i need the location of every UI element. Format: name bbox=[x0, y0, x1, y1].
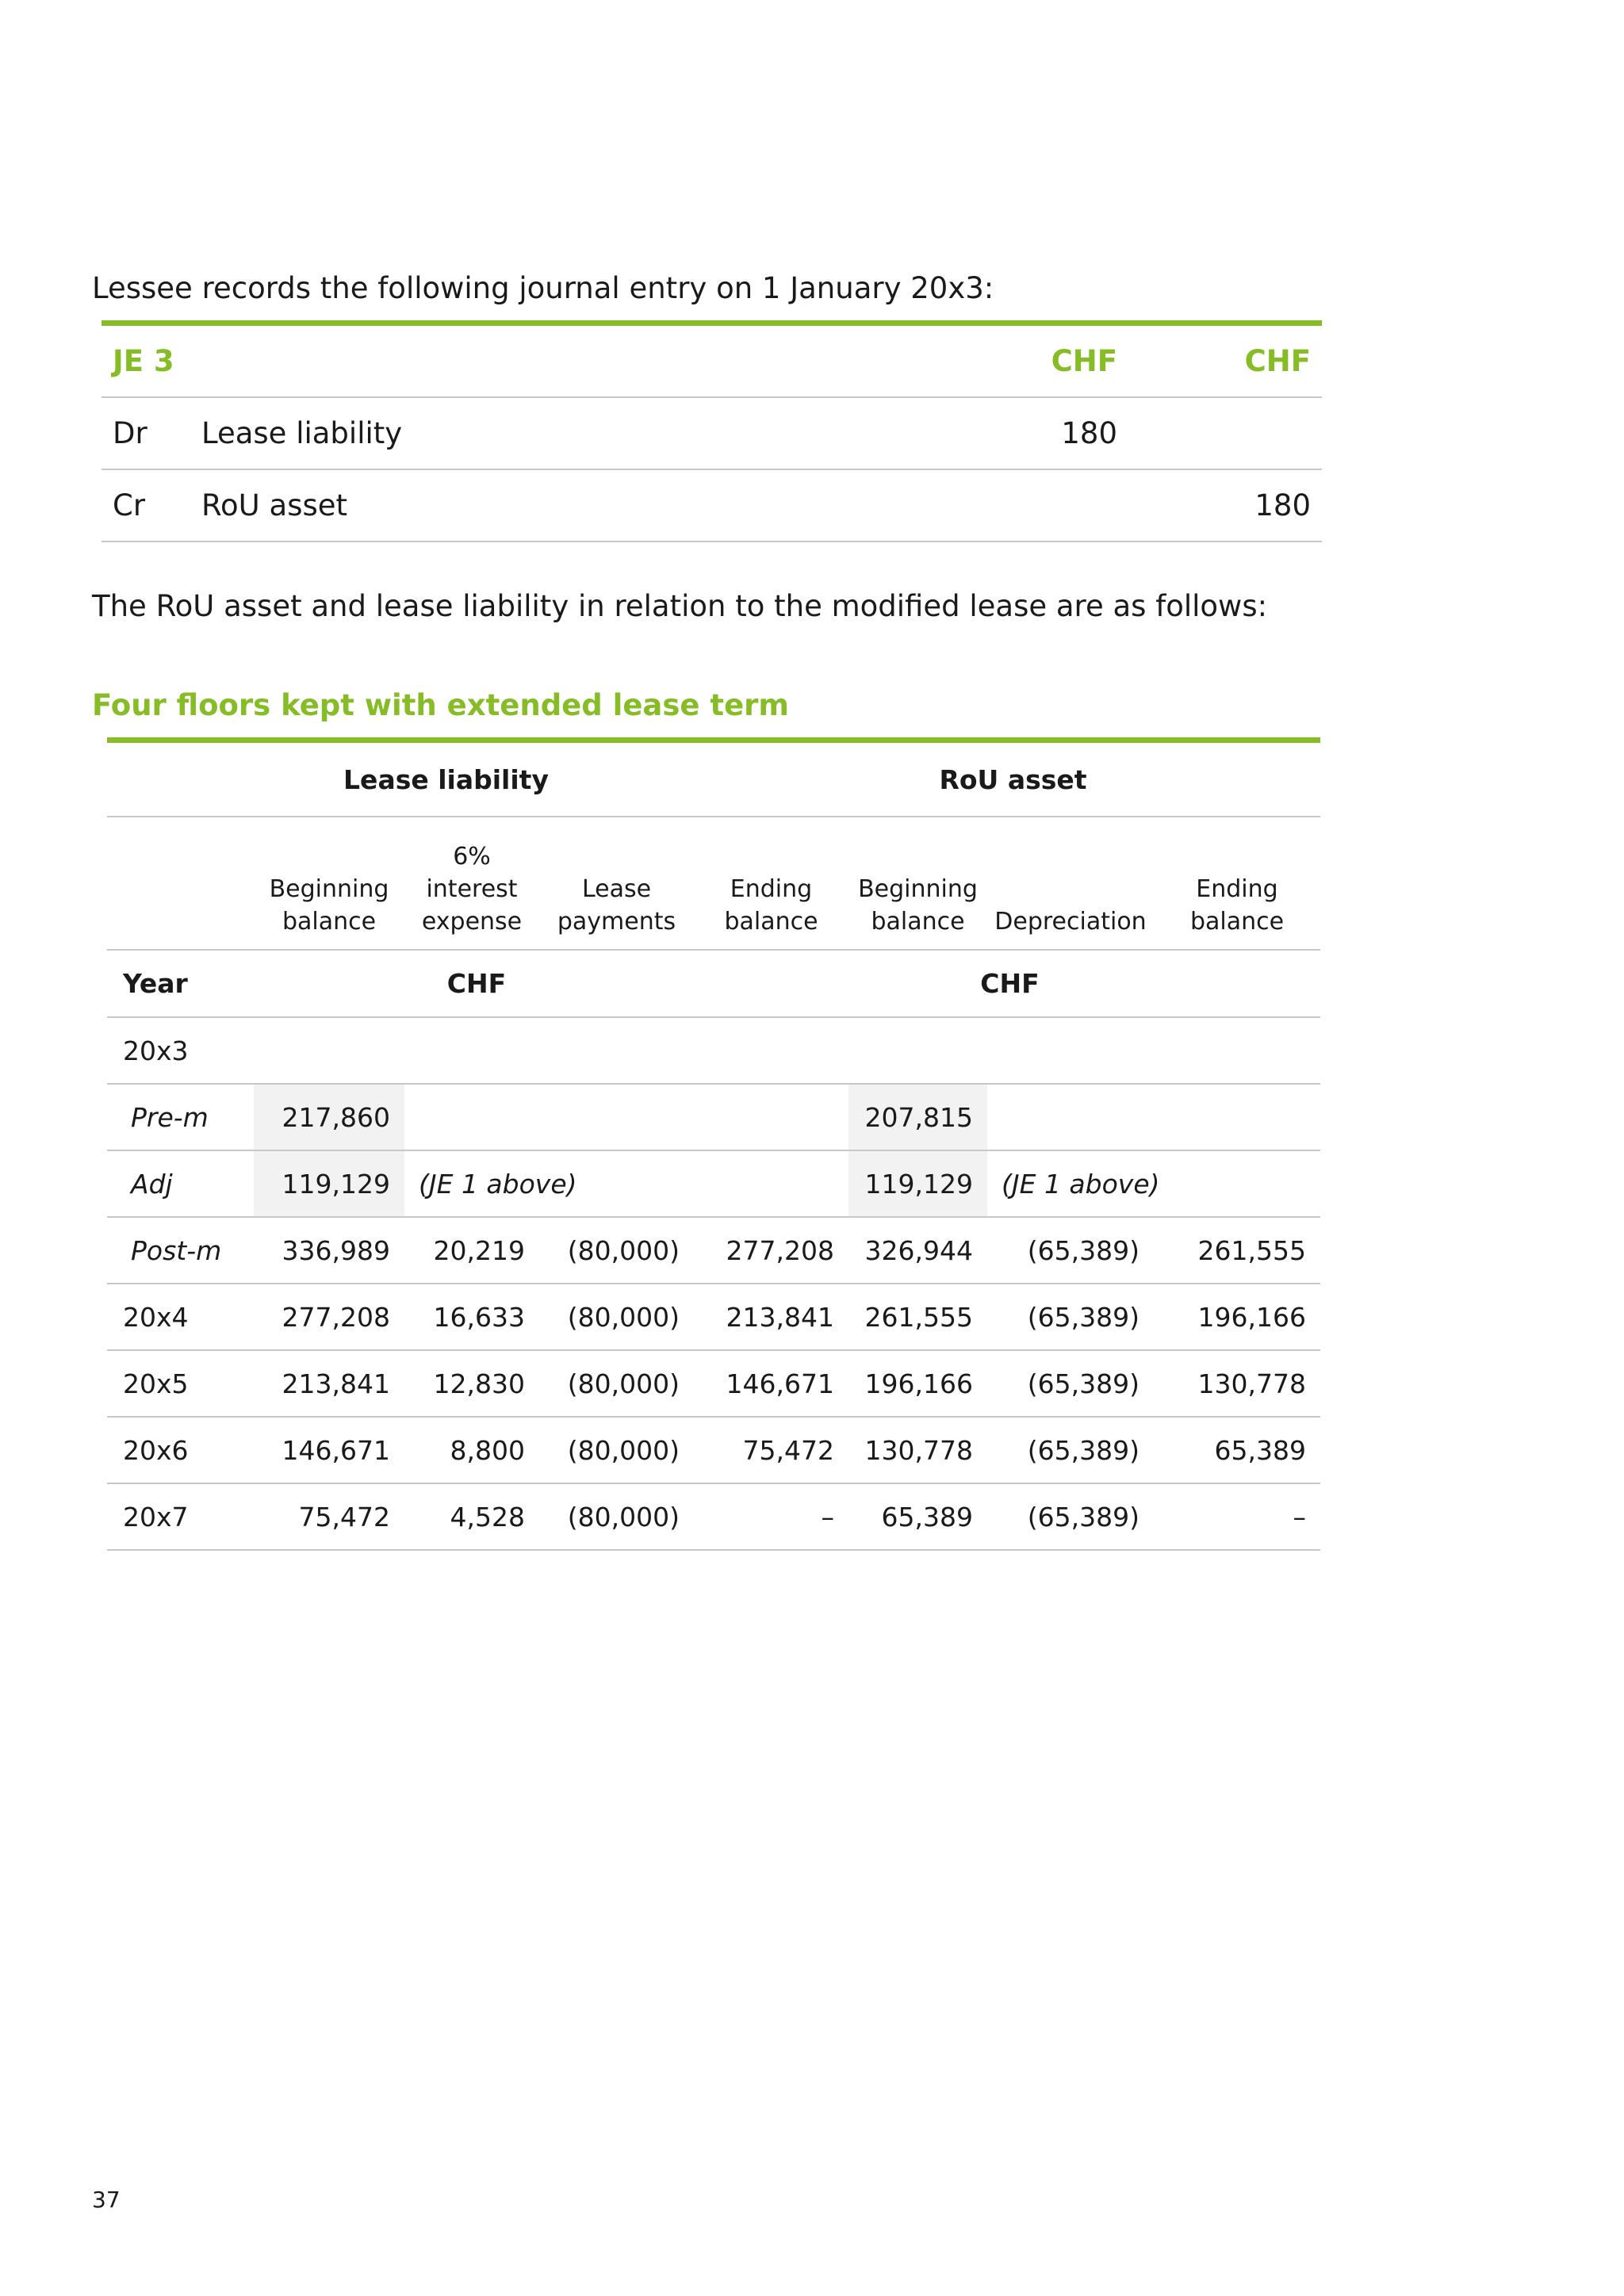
depreciation-cell: (65,389) bbox=[1027, 1368, 1139, 1399]
rou-ending-cell: 65,389 bbox=[1214, 1434, 1306, 1466]
ll-beginning-cell: 75,472 bbox=[298, 1501, 390, 1533]
header-ll-ending-balance: Ending balance bbox=[724, 875, 818, 936]
rou-beginning-cell: 326,944 bbox=[864, 1234, 973, 1266]
rou-beginning-cell: 130,778 bbox=[864, 1434, 973, 1466]
year-cell: Adj bbox=[131, 1168, 173, 1200]
je-account: RoU asset bbox=[201, 488, 348, 522]
rou-ending-cell: – bbox=[1293, 1501, 1306, 1533]
ll-ending-cell: 75,472 bbox=[742, 1434, 834, 1466]
ll-ending-cell: 146,671 bbox=[726, 1368, 834, 1399]
table-row-pre-m bbox=[107, 1085, 1320, 1151]
je-row-credit bbox=[102, 470, 1322, 542]
je-row-debit bbox=[102, 398, 1322, 470]
header-rou-beginning-balance: Beginning balance bbox=[858, 875, 978, 936]
payments-cell: (80,000) bbox=[567, 1301, 680, 1333]
header-interest-expense: 6% interest expense bbox=[421, 843, 523, 936]
interest-cell: 16,633 bbox=[433, 1301, 525, 1333]
interest-cell: 12,830 bbox=[433, 1368, 525, 1399]
header-lease-payments: Lease payments bbox=[557, 875, 676, 936]
ll-beginning-cell: 336,989 bbox=[282, 1234, 390, 1266]
je-header-row bbox=[102, 326, 1322, 398]
header-ll-beginning-balance: Beginning balance bbox=[269, 875, 389, 936]
header-depreciation: Depreciation bbox=[994, 908, 1147, 936]
table-row bbox=[107, 1018, 1320, 1085]
section-title: Four floors kept with extended lease term bbox=[92, 688, 789, 722]
ll-beginning-cell: 146,671 bbox=[282, 1434, 390, 1466]
unit-lease: CHF bbox=[446, 968, 507, 999]
page-number: 37 bbox=[92, 2187, 121, 2213]
ll-note-cell: (JE 1 above) bbox=[419, 1168, 577, 1200]
ll-beginning-cell: 277,208 bbox=[282, 1301, 390, 1333]
je-credit: 180 bbox=[1254, 488, 1311, 522]
payments-cell: (80,000) bbox=[567, 1501, 680, 1533]
interest-cell: 20,219 bbox=[433, 1234, 525, 1266]
interest-cell: 4,528 bbox=[450, 1501, 525, 1533]
rou-ending-cell: 196,166 bbox=[1197, 1301, 1306, 1333]
group-rou-asset: RoU asset bbox=[939, 763, 1087, 795]
ll-ending-cell: 277,208 bbox=[726, 1234, 834, 1266]
table-row bbox=[107, 1351, 1320, 1418]
rou-beginning-cell: 65,389 bbox=[881, 1501, 973, 1533]
year-cell: 20x7 bbox=[123, 1501, 189, 1533]
je-side: Cr bbox=[113, 488, 146, 522]
ll-ending-cell: 213,841 bbox=[726, 1301, 834, 1333]
ll-beginning-cell: 213,841 bbox=[282, 1368, 390, 1399]
je-title: JE 3 bbox=[113, 344, 174, 378]
year-cell: 20x3 bbox=[123, 1035, 189, 1066]
intro-text: Lessee records the following journal entry on 1 January 20x3: bbox=[92, 271, 994, 305]
rou-ending-cell: 261,555 bbox=[1197, 1234, 1306, 1266]
payments-cell: (80,000) bbox=[567, 1368, 680, 1399]
rou-beginning-cell: 196,166 bbox=[864, 1368, 973, 1399]
column-header-row bbox=[107, 817, 1320, 951]
je-col-chf-credit: CHF bbox=[1244, 344, 1311, 378]
year-cell: 20x6 bbox=[123, 1434, 189, 1466]
group-header-row bbox=[107, 743, 1320, 817]
group-lease-liability: Lease liability bbox=[343, 763, 549, 795]
interest-cell: 8,800 bbox=[450, 1434, 525, 1466]
depreciation-cell: (65,389) bbox=[1027, 1234, 1139, 1266]
intro-text-2: The RoU asset and lease liability in relation to the modified lease are as follows: bbox=[92, 589, 1268, 623]
lease-schedule-table bbox=[107, 737, 1320, 1551]
table-row bbox=[107, 1284, 1320, 1351]
header-rou-ending-balance: Ending balance bbox=[1189, 875, 1285, 936]
unit-rou: CHF bbox=[980, 968, 1040, 999]
depreciation-cell: (65,389) bbox=[1027, 1501, 1139, 1533]
table-row bbox=[107, 1418, 1320, 1484]
ll-beginning-cell: 217,860 bbox=[254, 1085, 404, 1150]
year-cell: Pre-m bbox=[131, 1101, 209, 1133]
je-col-chf-debit: CHF bbox=[1051, 344, 1117, 378]
rou-note-cell: (JE 1 above) bbox=[1002, 1168, 1160, 1200]
rou-beginning-cell: 207,815 bbox=[848, 1085, 987, 1150]
ll-beginning-cell: 119,129 bbox=[254, 1151, 404, 1216]
rou-beginning-cell: 119,129 bbox=[848, 1151, 987, 1216]
journal-entry-table bbox=[102, 320, 1322, 542]
year-cell: 20x5 bbox=[123, 1368, 189, 1399]
rou-beginning-cell: 261,555 bbox=[864, 1301, 973, 1333]
payments-cell: (80,000) bbox=[567, 1434, 680, 1466]
year-label: Year bbox=[123, 968, 188, 999]
table-row bbox=[107, 1484, 1320, 1551]
depreciation-cell: (65,389) bbox=[1027, 1434, 1139, 1466]
table-row-post-m bbox=[107, 1218, 1320, 1284]
je-side: Dr bbox=[113, 416, 147, 450]
ll-ending-cell: – bbox=[821, 1501, 834, 1533]
year-cell: Post-m bbox=[131, 1234, 222, 1266]
rou-ending-cell: 130,778 bbox=[1197, 1368, 1306, 1399]
unit-row bbox=[107, 951, 1320, 1018]
year-cell: 20x4 bbox=[123, 1301, 189, 1333]
je-account: Lease liability bbox=[201, 416, 403, 450]
je-debit: 180 bbox=[1061, 416, 1117, 450]
table-row-adj bbox=[107, 1151, 1320, 1218]
payments-cell: (80,000) bbox=[567, 1234, 680, 1266]
depreciation-cell: (65,389) bbox=[1027, 1301, 1139, 1333]
